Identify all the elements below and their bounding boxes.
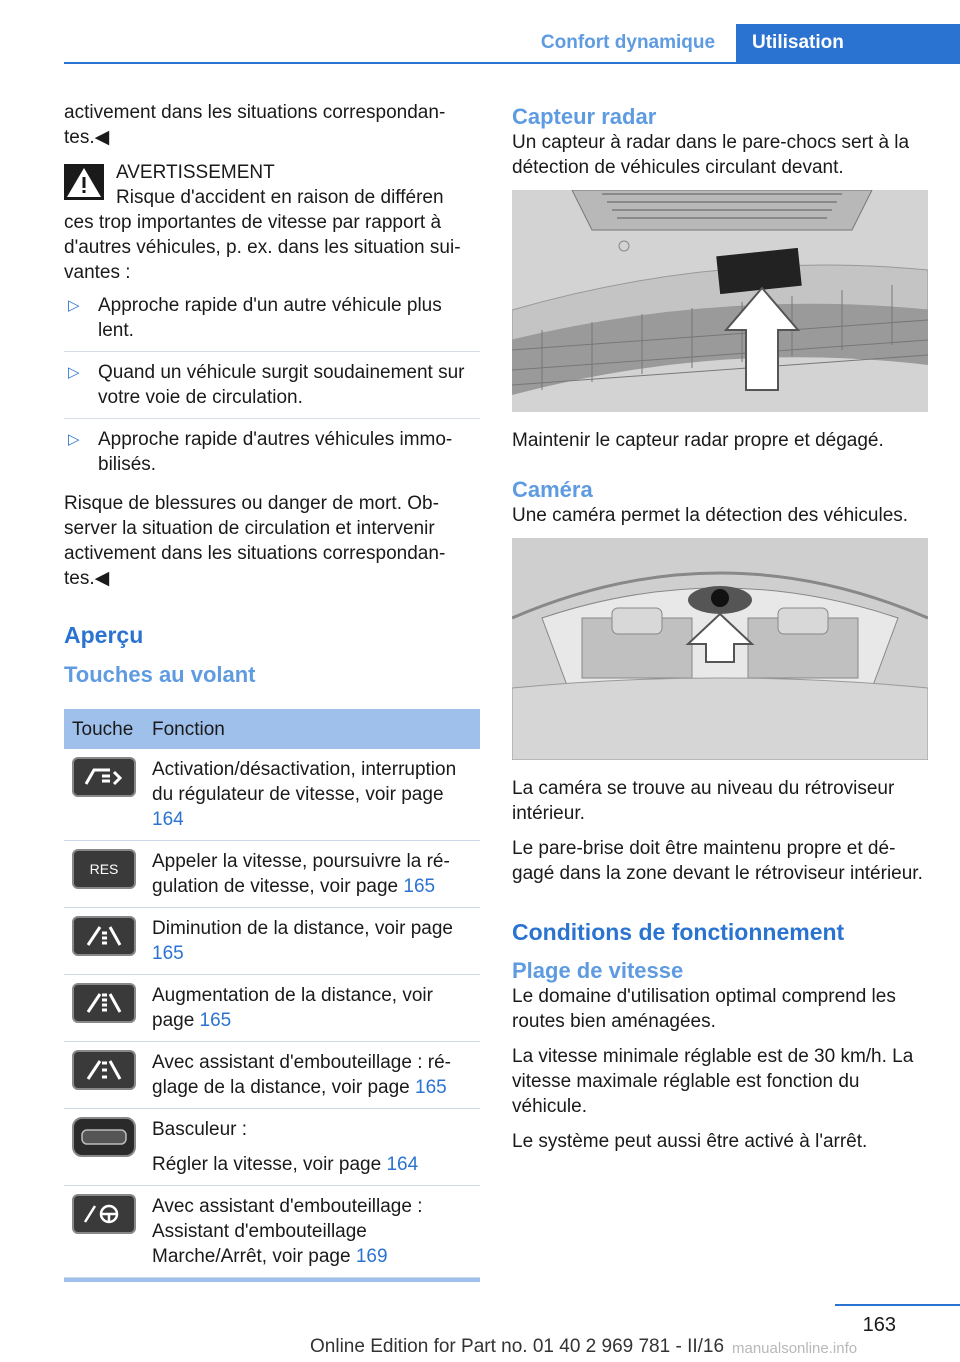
- heading-camera: Caméra: [512, 477, 593, 502]
- page-link[interactable]: 165: [415, 1077, 447, 1098]
- warning-rest: ces trop importantes de vitesse par rapport à d'autres véhicules, p. ex. dans les situation suivantes :: [64, 212, 461, 283]
- plage-text-3: Le système peut aussi être activé à l'arrêt.: [512, 1131, 868, 1152]
- warning-list: [64, 293, 480, 485]
- radar-caption: Maintenir le capteur radar propre et dégagé.: [512, 430, 884, 451]
- table-row: [64, 975, 480, 1042]
- radar-text: Un capteur à radar dans le pare-chocs sert à la détection de véhicules circulant devant.: [512, 132, 910, 178]
- list-item: ▷ Approche rapide d'autres véhicules immobilisés.: [68, 429, 453, 475]
- table-row: [64, 1042, 480, 1109]
- risk-text: Risque de blessures ou danger de mort. Observer la situation de circulation et intervenir activement dans les situations correspondantes.◀: [64, 493, 446, 589]
- list-item: ▷ Quand un véhicule surgit soudainement sur votre voie de circulation.: [64, 360, 480, 419]
- list-item: ▷ Approche rapide d'un autre véhicule plus lent.: [64, 293, 480, 352]
- right-column: [512, 100, 928, 1164]
- heading-plage: Plage de vitesse: [512, 958, 684, 983]
- edition-text: Online Edition for Part no. 01 40 2 969 781 - II/16: [310, 1336, 725, 1357]
- table-row: [64, 1186, 480, 1278]
- page-link[interactable]: 165: [199, 1010, 232, 1031]
- function-cell: Diminution de la distance, voir page 165: [144, 908, 480, 975]
- camera-windshield-text: Le pare-brise doit être maintenu propre et dégagé dans la zone devant le rétroviseur intérieur.: [512, 838, 923, 884]
- column-header-touche: Touche: [64, 709, 144, 749]
- heading-radar: Capteur radar: [512, 104, 657, 129]
- cruise-control-icon: [72, 757, 136, 797]
- function-cell: Appeler la vitesse, poursuivre la régulation de vitesse, voir page 165: [144, 841, 480, 908]
- distance-traffic-jam-icon: [72, 1050, 136, 1090]
- radar-sensor-illustration: [512, 190, 928, 412]
- bullet-triangle-icon: ▷: [68, 364, 80, 381]
- function-cell: Augmentation de la distance, voir page 165: [144, 975, 480, 1042]
- rocker-switch-icon: [72, 1117, 136, 1157]
- warning-line1: Risque d'accident en raison de différen: [116, 187, 444, 208]
- plage-text-2: La vitesse minimale réglable est de 30 km/h. La vitesse maximale réglable est fonction du véhicule.: [512, 1046, 914, 1117]
- heading-touches: Touches au volant: [64, 662, 256, 687]
- page-link[interactable]: 164: [152, 809, 184, 830]
- footer-rule: [835, 1304, 960, 1306]
- table-row: [64, 1109, 480, 1186]
- table-bottom-rule: [64, 1278, 480, 1282]
- heading-apercu: Aperçu: [64, 622, 144, 648]
- plage-text-1: Le domaine d'utilisation optimal comprend les routes bien aménagées.: [512, 986, 896, 1032]
- header-rule: [64, 62, 960, 64]
- traffic-jam-assistant-icon: [72, 1194, 136, 1234]
- table-header-row: [64, 709, 480, 749]
- function-cell: Avec assistant d'embouteillage : réglage de la distance, voir page 165: [144, 1042, 480, 1109]
- bullet-triangle-icon: ▷: [68, 297, 80, 314]
- function-cell: Basculeur : Régler la vitesse, voir page 164: [144, 1109, 480, 1186]
- intro-text: activement dans les situations correspondantes.◀: [64, 102, 446, 148]
- camera-illustration: [512, 538, 928, 760]
- page-link[interactable]: 165: [403, 876, 436, 897]
- camera-location-text: La caméra se trouve au niveau du rétroviseur intérieur.: [512, 778, 895, 824]
- page-number: 163: [862, 1314, 896, 1336]
- camera-text: Une caméra permet la détection des véhicules.: [512, 505, 909, 526]
- warning-title: AVERTISSEMENT: [116, 162, 275, 183]
- header-chapter-tab: Utilisation: [736, 24, 960, 62]
- warning-triangle-icon: [64, 164, 104, 200]
- distance-decrease-icon: [72, 916, 136, 956]
- watermark: manualsonline.info: [732, 1340, 858, 1357]
- function-cell: Avec assistant d'embouteillage : Assistant d'embouteillage Marche/Arrêt, voir page 169: [144, 1186, 480, 1278]
- table-row: [64, 749, 480, 841]
- column-header-fonction: Fonction: [144, 709, 480, 749]
- table-row: [64, 908, 480, 975]
- page-link[interactable]: 165: [152, 943, 184, 964]
- header-section-tab: Confort dynamique: [540, 32, 716, 53]
- function-cell: Activation/désactivation, interruption du régulateur de vitesse, voir page 164: [144, 749, 480, 841]
- table-row: [64, 841, 480, 908]
- keys-table: [64, 709, 480, 1278]
- heading-conditions: Conditions de fonctionnement: [512, 919, 845, 945]
- page-link[interactable]: 169: [355, 1246, 388, 1267]
- distance-increase-icon: [72, 983, 136, 1023]
- bullet-triangle-icon: ▷: [68, 431, 80, 448]
- left-column: [64, 100, 480, 1282]
- page-link[interactable]: 164: [386, 1154, 419, 1175]
- res-key-icon: RES: [72, 849, 136, 889]
- warning-block: [64, 160, 480, 285]
